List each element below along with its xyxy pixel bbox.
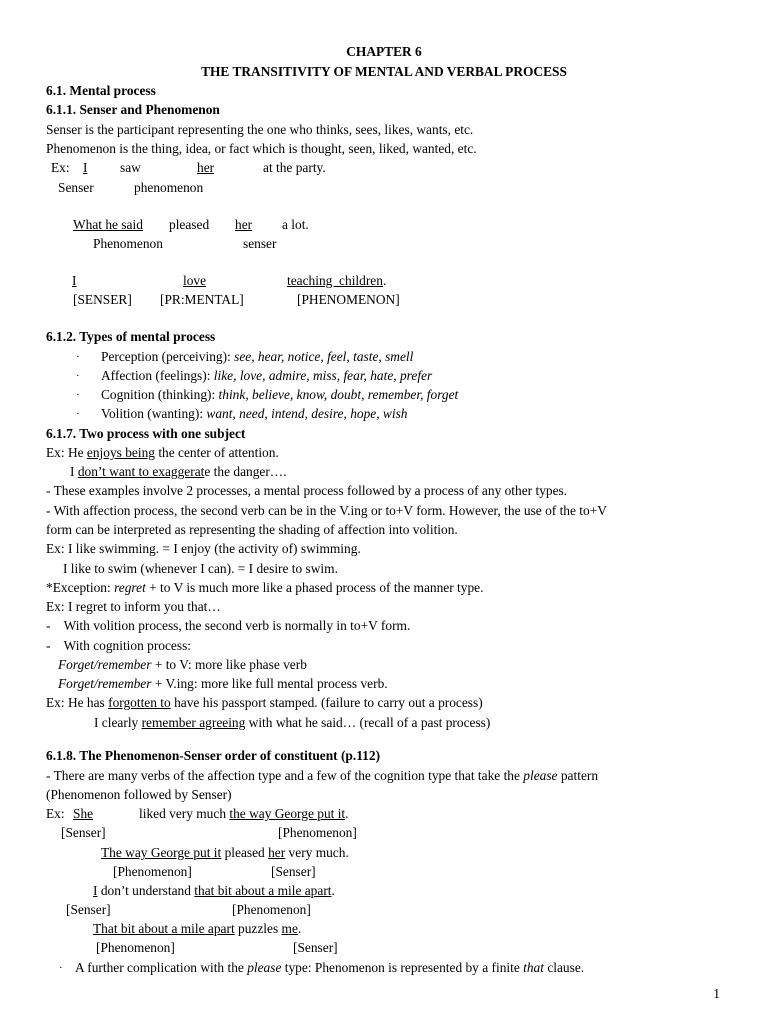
text: + to V: more like phase verb [151,657,307,672]
italic-text: please [247,960,282,975]
paragraph-2: - With affection process, the second verb can be in the V.ing or to+V form. However, the use of the to+V [46,503,607,518]
paragraph-13: (Phenomenon followed by Senser) [46,787,232,802]
example-8-rest [139,806,349,822]
example-8-senser: She [73,806,94,821]
paragraph-9: - With cognition process: [46,638,192,653]
bullet: · [76,351,80,363]
example-8-label-phenomenon: [Phenomenon] [278,825,357,840]
paragraph-11 [58,676,388,692]
section-6-1-1-heading: 6.1.1. Senser and Phenomenon [46,102,220,117]
italic-text: Forget/remember [58,657,152,672]
final-bullet-text [75,960,584,976]
paragraph-8: - With volition process, the second verb is normally in to+V form. [46,618,411,633]
underlined-text: her [268,845,286,860]
example-2-verb: pleased [169,217,210,232]
text: puzzles [234,921,282,936]
type-examples: see, hear, notice, feel, taste, smell [234,349,414,364]
text: A further complication with the [75,960,248,975]
text: very much. [285,845,349,860]
example-3-label-process: [PR:MENTAL] [160,292,244,307]
text: I clearly [94,715,142,730]
underlined-text: That bit about a mile apart [93,921,235,936]
text: - There are many verbs of the affection type and a few of the cognition type that take the [46,768,524,783]
text: . [331,883,335,898]
text: type: Phenomenon is represented by a finite [281,960,524,975]
phenomenon-definition: Phenomenon is the thing, idea, or fact which is thought, seen, liked, wanted, etc. [46,141,477,156]
example-11 [93,921,301,937]
section-6-1-heading: 6.1. Mental process [46,83,156,98]
example-10-label-phenomenon: [Phenomenon] [232,902,311,917]
example-3-senser-word: I [72,273,77,288]
paragraph-7: Ex: I regret to inform you that… [46,599,221,614]
paragraph-5: I like to swim (whenever I can). = I desire to swim. [63,561,338,576]
italic-text: regret [114,580,146,595]
example-8-label-senser: [Senser] [61,825,106,840]
senser-definition: Senser is the participant representing the one who thinks, sees, likes, wants, etc. [46,122,474,137]
page-number: 1 [713,986,720,1001]
type-perception [101,349,413,365]
underlined-text: that bit about a mile apart [194,883,332,898]
type-affection [101,368,432,384]
example-1-senser-word: I [83,160,88,175]
text: e the danger…. [204,464,287,479]
text: . [345,806,349,821]
example-11-label-phenomenon: [Phenomenon] [96,940,175,955]
type-label: Perception (perceiving): [101,349,235,364]
example-1-ex: Ex: [51,160,70,175]
text: have his passport stamped. (failure to carry out a process) [170,695,483,710]
text: don’t understand [97,883,195,898]
paragraph-4: Ex: I like swimming. = I enjoy (the activity of) swimming. [46,541,361,556]
example-10-label-senser: [Senser] [66,902,111,917]
example-8-ex: Ex: [46,806,68,821]
text: + to V is much more like a phased process of the manner type. [145,580,484,595]
chapter-label: CHAPTER 6 [346,44,422,59]
text: Ex: He has [46,695,109,710]
type-label: Affection (feelings): [101,368,214,383]
underlined-text: forgotten to [108,695,171,710]
example-2-phenomenon-word: What he said [73,217,143,232]
text: *Exception: [46,580,115,595]
example-1-label-phenomenon: phenomenon [134,180,204,195]
example-3-verb: love [183,273,207,288]
type-examples: think, believe, know, doubt, remember, forget [218,387,459,402]
type-examples: want, need, intend, desire, hope, wish [206,406,408,421]
type-examples: like, love, admire, miss, fear, hate, prefer [213,368,433,383]
example-11-label-senser: [Senser] [293,940,338,955]
example-1-label-senser: Senser [58,180,94,195]
example-5 [70,464,287,480]
paragraph-3: form can be interpreted as representing the shading of affection into volition. [46,522,458,537]
text: the center of attention. [154,445,279,460]
text: + V.ing: more like full mental process verb. [151,676,388,691]
paragraph-1: - These examples involve 2 processes, a mental process followed by a process of any other types. [46,483,568,498]
example-3-phenomenon-word: teaching children [287,273,383,288]
example-1-verb: saw [120,160,141,175]
text: liked very much [139,806,230,821]
text: pleased [221,845,269,860]
underlined-text: don’t want to exaggerat [77,464,205,479]
bullet: · [76,370,80,382]
example-1-phenomenon-word: her [197,160,215,175]
text: with what he said… (recall of a past process) [245,715,491,730]
italic-text: that [523,960,544,975]
underlined-text: the way George put it [229,806,346,821]
bullet: · [76,408,80,420]
example-3-label-phenomenon: [PHENOMENON] [297,292,400,307]
text: . [297,921,302,936]
underlined-text: me [281,921,298,936]
example-3-phenomenon-phrase [287,273,386,289]
type-cognition [101,387,458,403]
example-6 [46,695,483,711]
paragraph-10 [58,657,307,673]
example-1-rest: at the party. [263,160,326,175]
underlined-text: remember agreeing [141,715,246,730]
italic-text: please [523,768,558,783]
example-2-rest: a lot. [282,217,309,232]
type-label: Volition (wanting): [101,406,207,421]
example-3-label-senser: [SENSER] [73,292,132,307]
example-9-label-phenomenon: [Phenomenon] [113,864,192,879]
italic-text: Forget/remember [58,676,152,691]
type-label: Cognition (thinking): [101,387,219,402]
example-2-senser-word: her [235,217,253,232]
exception-line [46,580,483,596]
example-2-label-phenomenon: Phenomenon [93,236,163,251]
example-3-period: . [382,273,387,288]
example-7 [94,715,490,731]
underlined-text: The way George put it [101,845,222,860]
section-6-1-7-heading: 6.1.7. Two process with one subject [46,426,246,441]
text: pattern [557,768,599,783]
example-10 [93,883,335,899]
type-volition [101,406,407,422]
example-2-label-senser: senser [243,236,277,251]
chapter-title: THE TRANSITIVITY OF MENTAL AND VERBAL PROCESS [201,64,567,79]
bullet: · [59,962,63,974]
example-9-label-senser: [Senser] [271,864,316,879]
text: Ex: He [46,445,87,460]
section-6-1-8-heading: 6.1.8. The Phenomenon-Senser order of constituent (p.112) [46,748,381,763]
underlined-text: I [93,883,98,898]
section-6-1-2-heading: 6.1.2. Types of mental process [46,329,216,344]
example-4 [46,445,279,461]
text: clause. [543,960,585,975]
example-9 [101,845,349,861]
paragraph-12 [46,768,598,784]
bullet: · [76,389,80,401]
underlined-text: enjoys being [86,445,155,460]
text: I [70,464,78,479]
